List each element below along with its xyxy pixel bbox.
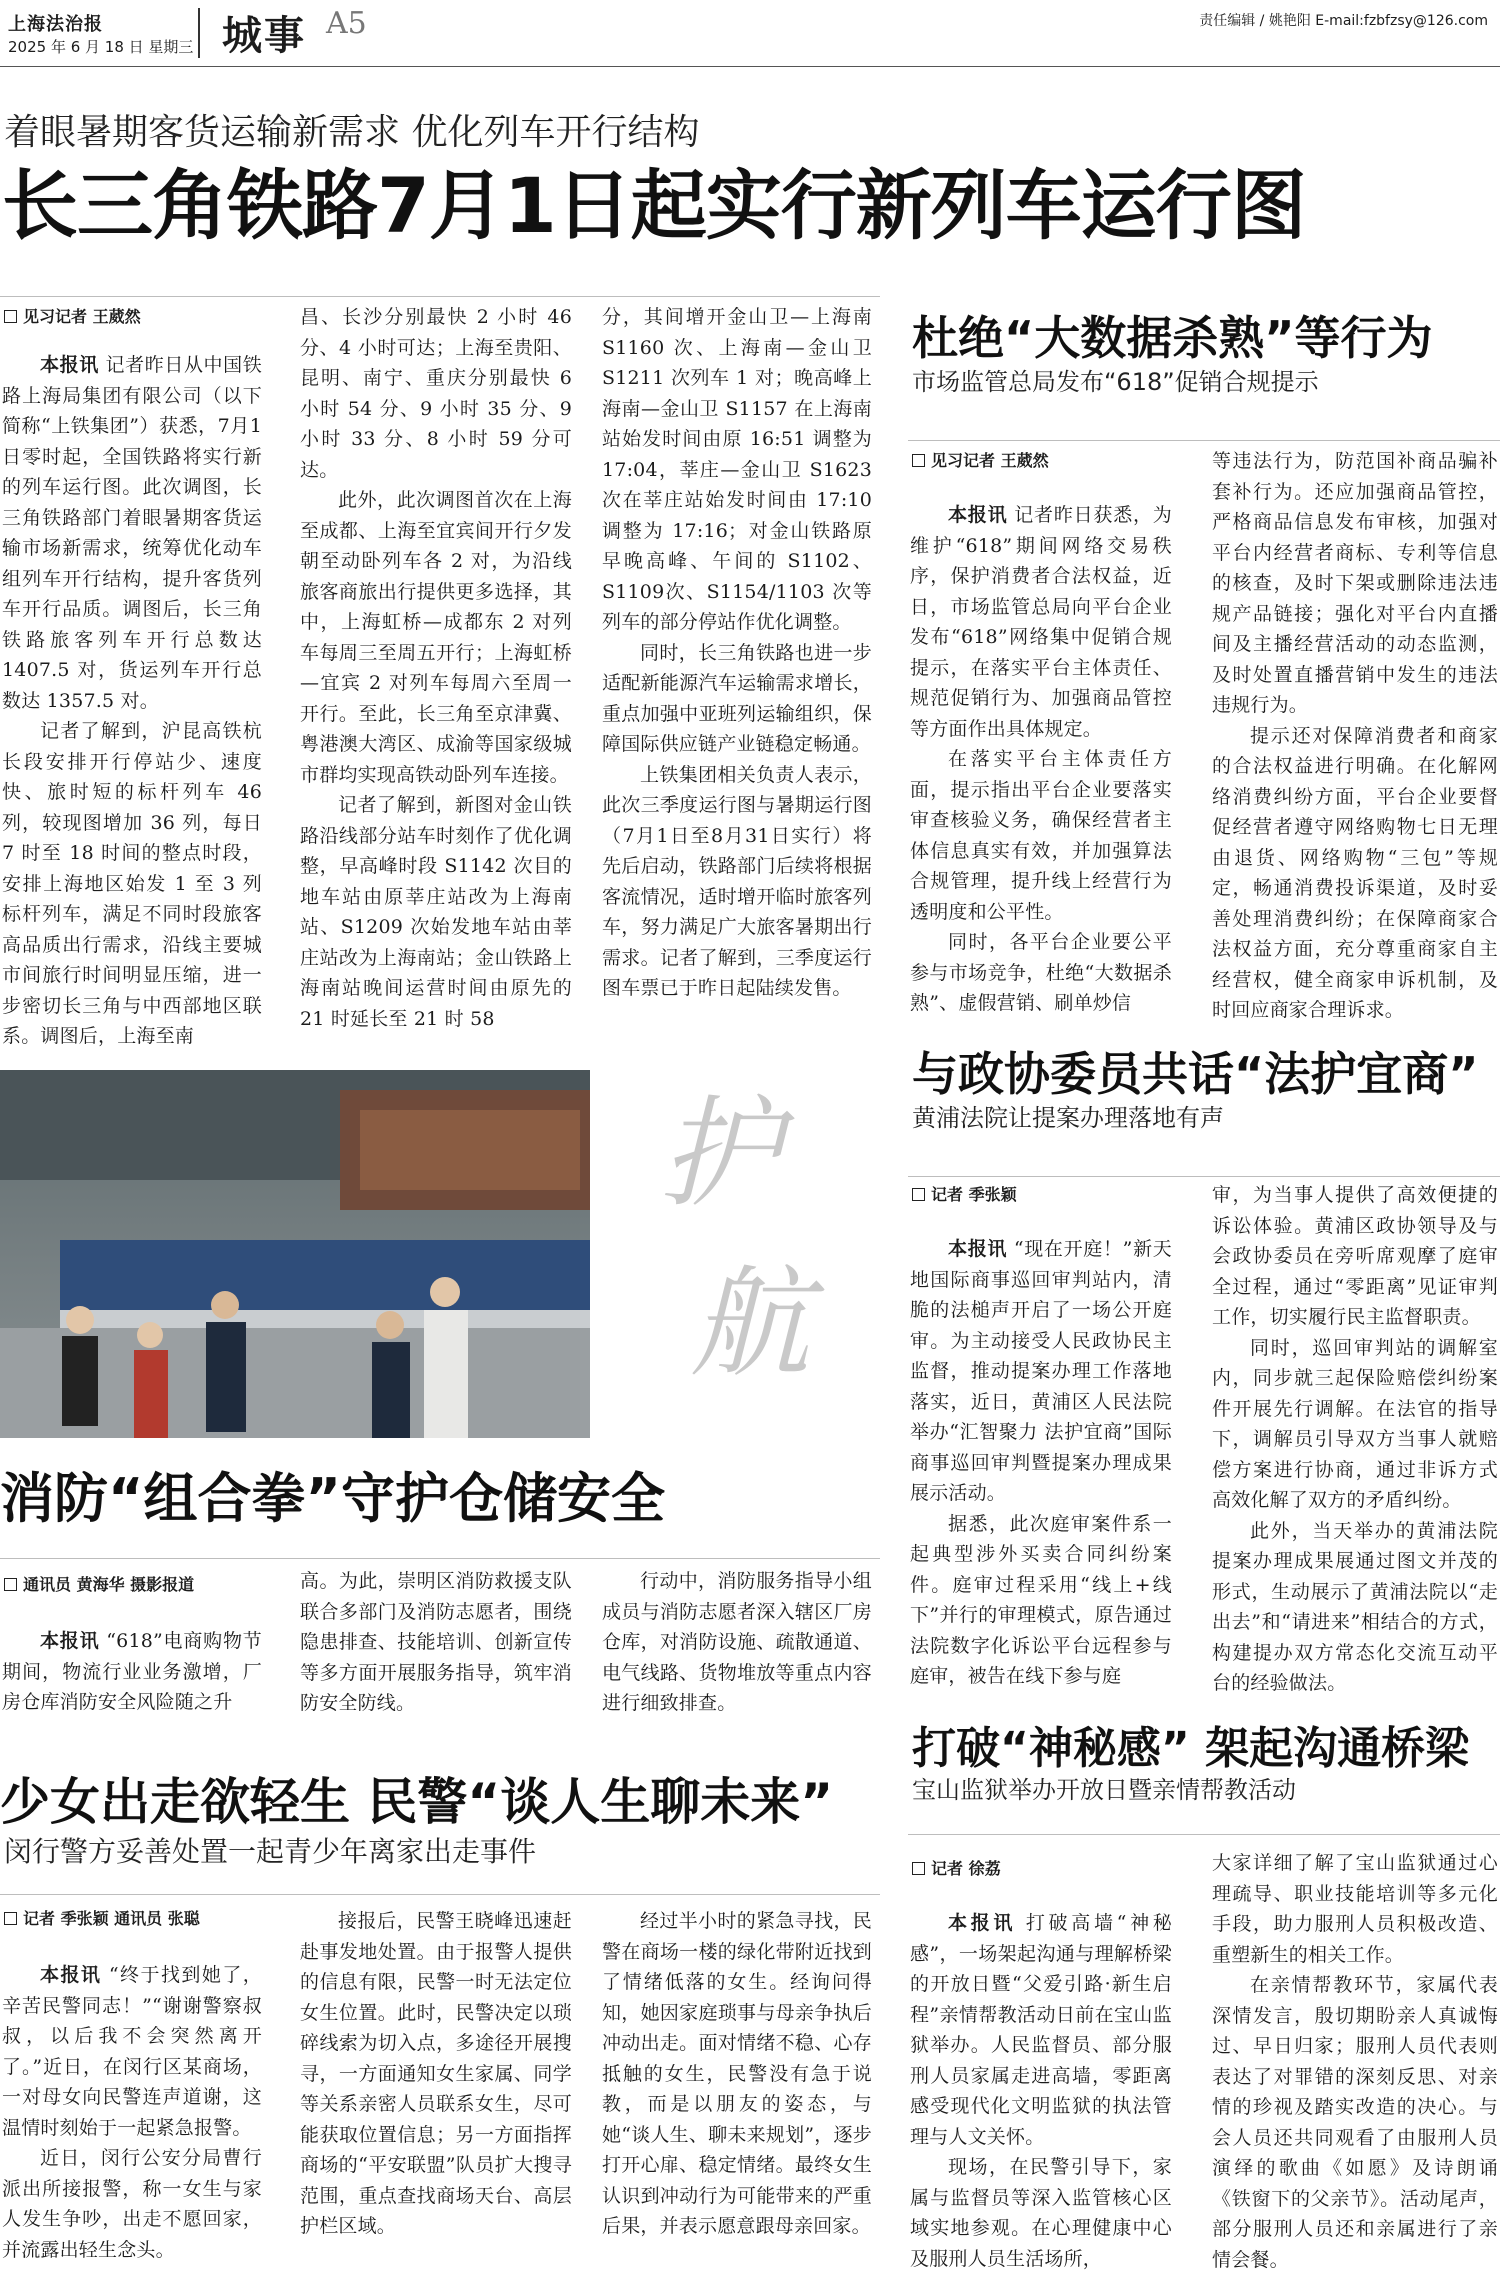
prison-col-2: 大家详细了解了宝山监狱通过心理疏导、职业技能培训等多元化手段，助力服刑人员积极改造、重塑新生的相关工作。 在亲情帮教环节，家属代表深情发言，殷切期盼亲人真诚悔过、早日归家；服刑人员代表则表达了对罪错的深刻反思、对亲情的珍视及踏实改造的决心。与会人员还共同观看了由服刑人员演绎的歌曲《如愿》及诗朗诵《铁窗下的父亲节》。活动尾声，部分服刑人员还和亲属进行了亲情会餐。 (1212, 1852, 1498, 2271)
police-col-1: 本报讯 “终于找到她了，辛苦民警同志！”“谢谢警察叔叔，以后我不会突然离开了。”近日，在闵行区某商场，一对母女向民警连声道谢，这温情时刻始于一起紧急报警。 近日，闵行公安分局曹行派出所接报警，称一女生与家人发生争吵，出走不愿回家，并流露出轻生念头。 (2, 1964, 262, 2261)
police-byline: 记者 季张颖 通讯员 张聪 (4, 1908, 200, 1930)
court-col-1: 本报讯 “现在开庭！”新天地国际商事巡回审判站内，清脆的法槌声开启了一场公开庭审。为主动接受人民政协民主监督，推动提案办理工作落地落实，近日，黄浦区人民法院举办“汇智聚力 法护宜商”国际商事巡回审判暨提案办理成果展示活动。 据悉，此次庭审案件系一起典型涉外买卖合同纠纷案件。庭审过程采用“线上+线下”并行的审理模式，原告通过法院数字化诉讼平台远程参与庭审，被告在线下参与庭 (910, 1238, 1172, 1687)
issue-date: 2025 年 6 月 18 日 星期三 (8, 38, 194, 56)
market-col-2: 等违法行为，防范国补商品骗补套补行为。还应加强商品管控，严格商品信息发布审核，加强对平台内经营者商标、专利等信息的核查，及时下架或删除违法违规产品链接；强化对平台内直播间及主播经营活动的动态监测，及时处置直播营销中发生的违法违规行为。 提示还对保障消费者和商家的合法权益进行明确。在化解网络消费纠纷方面，平台企业要督促经营者遵守网络购物七日无理由退货、网络购物“三包”等规定，畅通消费投诉渠道，及时妥善处理消费纠纷；在保障商家合法权益方面，充分尊重商家自主经营权，健全商家申诉机制，及时回应商家合理诉求。 (1212, 450, 1498, 1021)
masthead-divider (198, 8, 200, 58)
fire-rule (0, 1558, 880, 1559)
police-rule (0, 1894, 880, 1895)
prison-rule (908, 1834, 1500, 1835)
editor-info: 责任编辑 / 姚艳阳 E-mail:fzbfzsy@126.com (1199, 13, 1488, 29)
watermark-char-2: 航 (690, 1255, 810, 1394)
fire-col-1: 本报讯 “618”电商购物节期间，物流行业业务激增，厂房仓库消防安全风险随之升 (2, 1630, 262, 1713)
police-col-3: 经过半小时的紧急寻找，民警在商场一楼的绿化带附近找到了情绪低落的女生。经询问得知，她因家庭琐事与母亲争执后冲动出走。面对情绪不稳、心存抵触的女生，民警没有急于说教，而是以朋友的姿态，与她“谈人生、聊未来规划”，逐步打开心扉、稳定情绪。最终女生认识到冲动行为可能带来的严重后果，并表示愿意跟母亲回家。 (602, 1910, 872, 2237)
court-rule (908, 1176, 1500, 1177)
fire-headline: 消防“组合拳”守护仓储安全 (0, 1467, 665, 1530)
market-headline: 杜绝“大数据杀熟”等行为 (912, 311, 1433, 365)
byline-box-icon (912, 454, 925, 467)
lead-headline: 长三角铁路7月1日起实行新列车运行图 (2, 161, 1306, 250)
lead-col-2: 昌、长沙分别最快 2 小时 46 分、4 小时可达；上海至贵阳、昆明、南宁、重庆分别最快 6 小时 54 分、9 小时 35 分、9 小时 33 分、8 小时 59 分可达。 此外，此次调图首次在上海至成都、上海至宜宾间开行夕发朝至动卧列车各 2 对，为沿线旅客商旅出行提供更多选择，其中，上海虹桥—成都东 2 对列车每周三至周五开行；上海虹桥—宜宾 2 对列车每周六至周一开行。至此，长三角至京津冀、粤港澳大湾区、成渝等国家级城市群均实现高铁动卧列车连接。 记者了解到，新图对金山铁路沿线部分站车时刻作了优化调整，早高峰时段 S1142 次目的地车站由原莘庄站改为上海南站、S1209 次始发地车站由莘庄站改为上海南站；金山铁路上海南站晚间运营时间由原先的 21 时延长至 21 时 58 (300, 306, 572, 1030)
prison-byline: 记者 徐荔 (912, 1858, 1001, 1880)
prison-headline: 打破“神秘感” 架起沟通桥梁 (912, 1723, 1470, 1774)
lead-col-1: 本报讯 记者昨日从中国铁路上海局集团有限公司（以下简称“上铁集团”）获悉，7月1日零时起，全国铁路将实行新的列车运行图。此次调图，长三角铁路部门着眼暑期客货运输市场新需求，统筹优化动车组列车开行结构，提升客货列车开行品质。调图后，长三角铁路旅客列车开行总数达 1407.5 对，货运列车开行总数达 1357.5 对。 记者了解到，沪昆高铁杭长段安排开行停站少、速度快、旅时短的标杆列车 46 列，较现图增加 36 列，每日 7 时至 18 时间的整点时段，安排上海地区始发 1 至 3 列标杆列车，满足不同时段旅客高品质出行需求，沿线主要城市间旅行时间明显压缩，进一步密切长三角与中西部地区联系。调图后，上海至南 (2, 354, 262, 1047)
prison-col-1: 本报讯 打破高墙“神秘感”，一场架起沟通与理解桥梁的开放日暨“父爱引路·新生启程”亲情帮教活动日前在宝山监狱举办。人民监督员、部分服刑人员家属走进高墙，零距离感受现代化文明监狱的执法管理与人文关怀。 现场，在民警引导下，家属与监督员等深入监管核心区域实地参观。在心理健康中心及服刑人员生活场所， (910, 1912, 1172, 2270)
lead-byline: 见习记者 王葳然 (4, 306, 141, 328)
byline-box-icon (4, 1578, 17, 1591)
byline-box-icon (912, 1862, 925, 1875)
prison-subhead: 宝山监狱举办开放日暨亲情帮教活动 (912, 1776, 1296, 1804)
police-headline: 少女出走欲轻生 民警“谈人生聊未来” (0, 1773, 834, 1831)
fire-col-2: 高。为此，崇明区消防救援支队联合多部门及消防志愿者，围绕隐患排查、技能培训、创新宣传等多方面开展服务指导，筑牢消防安全防线。 (300, 1570, 572, 1714)
fire-byline: 通讯员 黄海华 摄影报道 (4, 1574, 194, 1596)
watermark-char-1: 护 (660, 1085, 780, 1224)
market-subhead: 市场监管总局发布“618”促销合规提示 (912, 368, 1319, 396)
court-col-2: 审，为当事人提供了高效便捷的诉讼体验。黄浦区政协领导及与会政协委员在旁听席观摩了庭审全过程，通过“零距离”见证审判工作，切实履行民主监督职责。 同时，巡回审判站的调解室内，同步就三起保险赔偿纠纷案件开展先行调解。在法官的指导下，调解员引导双方当事人就赔偿方案进行协商，通过非诉方式高效化解了双方的矛盾纠纷。 此外，当天举办的黄浦法院提案办理成果展通过图文并茂的形式，生动展示了黄浦法院以“走出去”和“请进来”相结合的方式，构建提办双方常态化交流互动平台的经验做法。 (1212, 1184, 1498, 1694)
police-col-2: 接报后，民警王晓峰迅速赶赴事发地处置。由于报警人提供的信息有限，民警一时无法定位女生位置。此时，民警决定以琐碎线索为切入点，多途径开展搜寻，一方面通知女生家属、同学等关系亲密人员联系女生，尽可能获取位置信息；另一方面指挥商场的“平安联盟”队员扩大搜寻范围，重点查找商场天台、高层护栏区域。 (300, 1910, 572, 2237)
lead-col-3: 分，其间增开金山卫—上海南 S1160 次、上海南—金山卫 S1211 次列车 1 对；晚高峰上海南—金山卫 S1157 在上海南站始发时间由原 16:51 调整为 17:04，莘庄—金山卫 S1623 次在莘庄站始发时间由 17:10 调整为 17:16；对金山铁路原早晚高峰、午间的 S1102、S1109次、S1154/1103 次等列车的部分停站作优化调整。 同时，长三角铁路也进一步适配新能源汽车运输需求增长，重点加强中亚班列运输组织，保障国际供应链产业链稳定畅通。 上铁集团相关负责人表示，此次三季度运行图与暑期运行图（7月1日至8月31日实行）将先后启动，铁路部门后续将根据客流情况，适时增开临时旅客列车，努力满足广大旅客暑期出行需求。记者了解到，三季度运行图车票已于昨日起陆续发售。 (602, 306, 872, 999)
byline-box-icon (912, 1188, 925, 1201)
page-number: A5 (326, 6, 367, 41)
police-subhead: 闵行警方妥善处置一起青少年离家出走事件 (4, 1835, 537, 1868)
market-rule (908, 440, 1500, 441)
lead-rule (0, 296, 880, 297)
market-byline: 见习记者 王葳然 (912, 450, 1049, 472)
byline-box-icon (4, 310, 17, 323)
lead-kicker: 着眼暑期客货运输新需求 优化列车开行结构 (4, 112, 700, 153)
court-byline: 记者 季张颖 (912, 1184, 1017, 1206)
court-headline: 与政协委员共话“法护宜商” (912, 1047, 1479, 1101)
paper-name: 上海法治报 (8, 14, 103, 35)
section-name: 城事 (222, 13, 306, 59)
market-col-1: 本报讯 记者昨日获悉，为维护“618”期间网络交易秩序，保护消费者合法权益，近日，市场监管总局向平台企业发布“618”网络集中促销合规提示，在落实平台主体责任、规范促销行为、加强商品管控等方面作出具体规定。 在落实平台主体责任方面，提示指出平台企业要落实审查核验义务，确保经营者主体信息真实有效，并加强算法合规管理，提升线上经营行为透明度和公平性。 同时，各平台企业要公平参与市场竞争，杜绝“大数据杀熟”、虚假营销、刷单炒信 (910, 504, 1172, 1014)
warehouse-inspection-photo (0, 1070, 590, 1438)
fire-col-3: 行动中，消防服务指导小组成员与消防志愿者深入辖区厂房仓库，对消防设施、疏散通道、电气线路、货物堆放等重点内容进行细致排查。 (602, 1570, 872, 1714)
court-subhead: 黄浦法院让提案办理落地有声 (912, 1104, 1224, 1132)
byline-box-icon (4, 1912, 17, 1925)
news-photo (0, 1070, 590, 1438)
masthead-rule (0, 66, 1500, 67)
